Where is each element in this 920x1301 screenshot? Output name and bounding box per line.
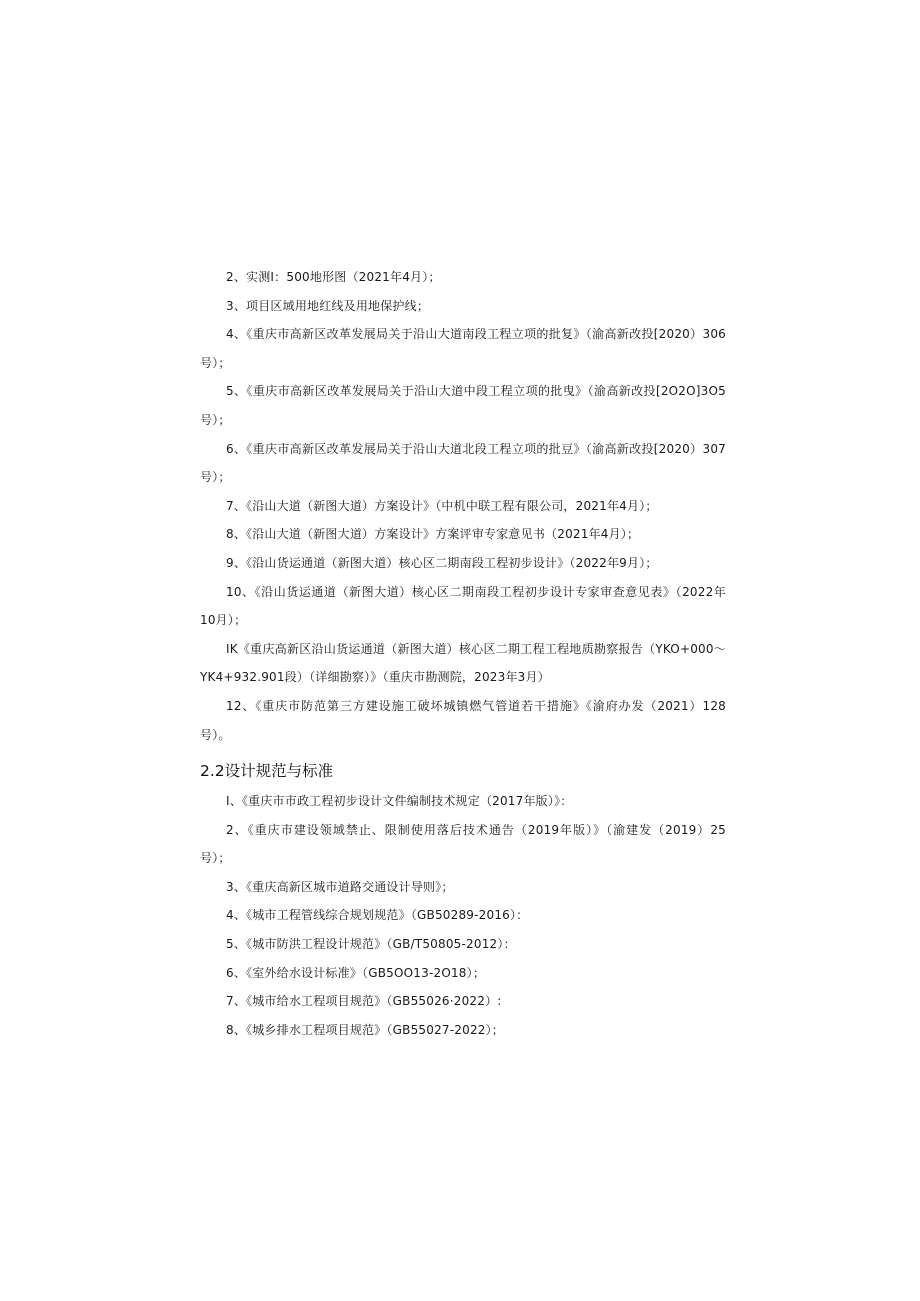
reference-item: 8、《沿山大道（新图大道）方案设计》方案评审专家意见书（2021年4月）； [226,527,640,542]
standard-item: 8、《城乡排水工程项目规范》（GB55027-2022）； [226,1022,505,1037]
reference-item: IK《重庆高新区沿山货运通道（新图大道）核心区二期工程工程地质勘察报告（YKO+000～YK4+932.901段）（详细勘察）》（重庆市勘测院，2023年3月） [200,641,726,685]
reference-item: 5、《重庆市高新区改革发展局关于沿山大道中段工程立项的批曳》（渝高新改投[2O2O]3O5号）； [200,384,726,427]
reference-item: 10、《沿山货运通道（新图大道）核心区二期南段工程初步设计专家审查意见表》（2022年10月）； [200,584,726,628]
reference-item: 3、项目区域用地红线及用地保护线； [226,298,430,313]
section-heading: 2.2设计规范与标准 [200,762,334,781]
reference-item: 6、《重庆市高新区改革发展局关于沿山大道北段工程立项的批豆》（渝高新改投[2020）307号）； [200,441,726,485]
standard-item: 4、《城市工程管线综合规划规范》（GB50289-2016）： [226,908,529,923]
reference-item: 2、实测I：500地形图（2021年4月）； [226,270,441,284]
standard-item: 6、《室外给水设计标准》（GB5OO13-2O18）； [226,965,486,980]
standard-item: 3、《重庆高新区城市道路交通设计导则》； [226,879,454,894]
reference-item: 9、《沿山货运通道（新图大道）核心区二期南段工程初步设计》（2022年9月）； [226,555,658,570]
reference-item: 12、《重庆市防范第三方建设施工破坏城镇燃气管道若干措施》《渝府办发（2021）128号）。 [200,698,726,742]
standard-item: 7、《城市给水工程项目规范》（GB55026·2022）: [226,994,502,1009]
page-content [200,263,726,1044]
standard-item: 5、《城市防洪工程设计规范》（GB/T50805-2012）： [226,937,516,952]
reference-item: 7、《沿山大道（新图大道）方案设计》（中机中联工程有限公司，2021年4月）； [226,498,658,513]
standard-item: I、《重庆市市政工程初步设计文件编制技术规定（2017年版）》： [226,794,573,809]
reference-item: 4、《重庆市高新区改革发展局关于沿山大道南段工程立项的批复》（渝高新改投[2020）306号）； [200,327,726,370]
standard-item: 2、《重庆市建设领域禁止、限制使用落后技术通告（2019年版）》（渝建发（2019）25号）； [200,822,726,866]
